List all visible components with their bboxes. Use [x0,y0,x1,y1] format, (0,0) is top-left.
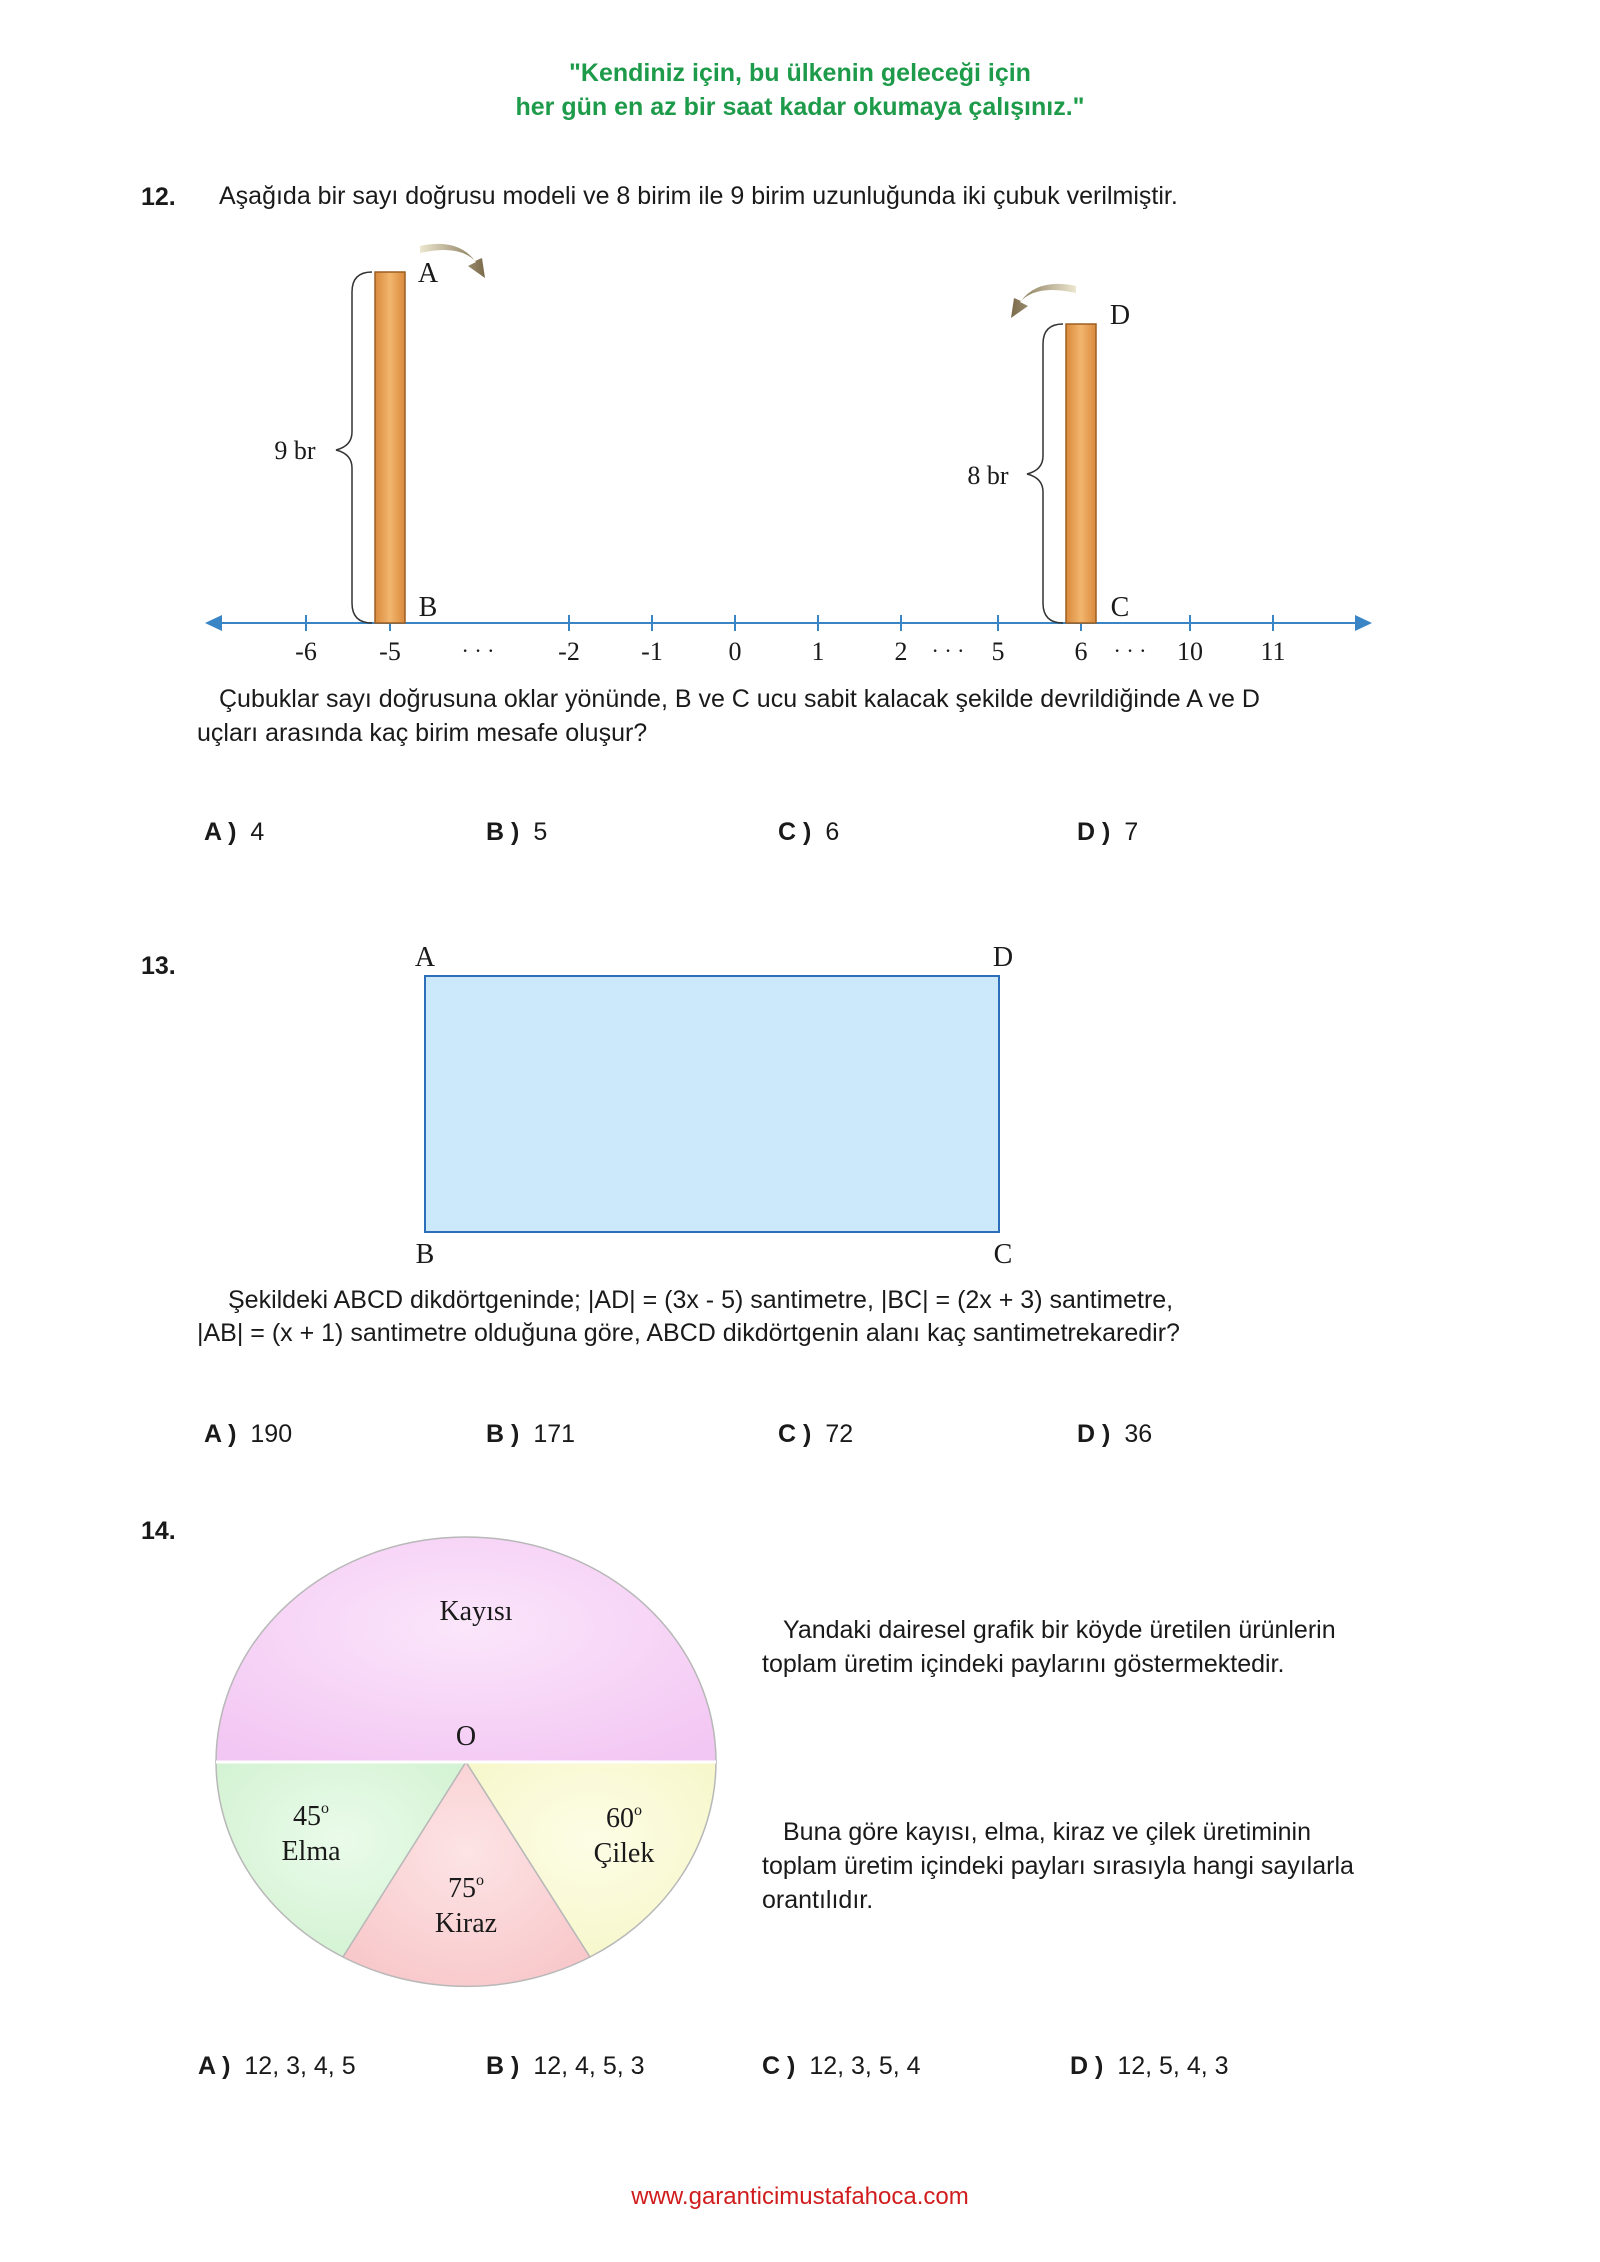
tick-label: 11 [1260,637,1286,666]
tick-ellipsis: · · · [1113,638,1147,663]
option-letter: D ) [1077,1420,1111,1448]
tick-label: 6 [1074,637,1088,666]
point-a-label: A [417,258,439,289]
q12-option-a[interactable] [204,818,264,847]
question-12-text-1: Çubuklar sayı doğrusuna oklar yönünde, B ve C ucu sabit kalacak şekilde devrildiğinde A ve D [219,685,1260,713]
option-letter: B ) [486,2052,520,2080]
option-letter: C ) [762,2052,796,2080]
point-c-label: C [1110,592,1130,623]
rod-8br [1066,324,1096,623]
option-letter: B ) [486,818,520,846]
pie-center-label: O [455,1721,477,1752]
pie-chart-figure [0,1500,800,2020]
rotate-left-arrow-icon [1011,284,1076,318]
quote-line-1: "Kendiniz için, bu ülkenin geleceği için [569,59,1031,87]
option-value: 7 [1124,818,1139,846]
question-14-text2-line1: Buna göre kayısı, elma, kiraz ve çilek üretiminin [783,1818,1311,1846]
question-14-text1-line1: Yandaki dairesel grafik bir köyde üretilen ürünlerin [783,1616,1336,1644]
question-12-intro: Aşağıda bir sayı doğrusu modeli ve 8 birim ile 9 birim uzunluğunda iki çubuk verilmiştir. [219,182,1178,210]
pie-label-elma: Elma [281,1836,341,1867]
q13-option-b[interactable] [486,1420,575,1449]
option-letter: A ) [204,818,237,846]
rod-9br-label: 9 br [274,436,316,465]
tick-label: -1 [641,637,663,666]
brace-left [336,272,372,623]
q14-option-c[interactable] [762,2052,921,2081]
option-value: 12, 4, 5, 3 [533,2052,645,2080]
quote-line-2: her gün en az bir saat kadar okumaya çalışınız." [515,93,1085,121]
number-line-figure [0,0,1600,700]
option-letter: A ) [204,1420,237,1448]
tick-label: 0 [728,637,742,666]
option-value: 4 [250,818,265,846]
rod-8br-label: 8 br [967,461,1009,490]
footer-link[interactable]: www.garanticimustafahoca.com [631,2183,969,2210]
option-value: 190 [250,1420,293,1448]
option-value: 171 [533,1420,576,1448]
pie-angle-kiraz: 75$^o$ [448,1872,484,1904]
tick-label: 10 [1177,637,1203,666]
tick-label: -6 [295,637,317,666]
rect-label-c: C [993,1239,1013,1270]
rectangle-figure [0,930,1600,1280]
rod-9br [375,272,405,623]
tick-ellipsis: · · · [461,638,495,663]
pie-label-kayisi: Kayısı [439,1596,513,1627]
question-13-text-1: Şekildeki ABCD dikdörtgeninde; |AD| = (3x - 5) santimetre, |BC| = (2x + 3) santimetre, [228,1286,1174,1314]
tick-label: 2 [894,637,908,666]
option-letter: B ) [486,1420,520,1448]
question-12-number: 12. [141,183,176,211]
question-13-number: 13. [141,952,176,980]
option-letter: A ) [198,2052,231,2080]
option-value: 12, 3, 5, 4 [809,2052,921,2080]
pie-angle-elma: 45$^o$ [293,1800,329,1832]
tick-label: 5 [991,637,1005,666]
option-letter: D ) [1070,2052,1104,2080]
rect-label-b: B [415,1239,435,1270]
option-letter: D ) [1077,818,1111,846]
q12-option-c[interactable] [778,818,839,847]
option-letter: C ) [778,818,812,846]
brace-right [1027,324,1063,623]
option-value: 5 [533,818,548,846]
tick-ellipsis: · · · [931,638,965,663]
tick-label: -2 [558,637,580,666]
q13-option-c[interactable] [778,1420,853,1449]
q12-option-b[interactable] [486,818,547,847]
q14-option-d[interactable] [1070,2052,1229,2081]
point-d-label: D [1109,300,1131,331]
question-14-text2-line2: toplam üretim içindeki payları sırasıyla hangi sayılarla [762,1852,1354,1880]
question-13-text-2: |AB| = (x + 1) santimetre olduğuna göre, ABCD dikdörtgenin alanı kaç santimetrekaredir? [197,1319,1180,1347]
q13-option-a[interactable] [204,1420,292,1449]
rect-label-d: D [992,942,1014,973]
option-value: 36 [1124,1420,1153,1448]
option-value: 6 [825,818,840,846]
tick-label: 1 [811,637,825,666]
option-letter: C ) [778,1420,812,1448]
q14-option-b[interactable] [486,2052,645,2081]
q13-option-d[interactable] [1077,1420,1152,1449]
q14-option-a[interactable] [198,2052,356,2081]
pie-angle-cilek: 60$^o$ [606,1802,642,1834]
right-arrowhead-icon [1355,615,1372,631]
pie-label-cilek: Çilek [593,1838,655,1869]
q12-option-d[interactable] [1077,818,1138,847]
tick-label: -5 [379,637,401,666]
rectangle-abcd [425,976,999,1232]
question-12-text-2: uçları arasında kaç birim mesafe oluşur? [197,719,648,747]
pie-label-kiraz: Kiraz [434,1908,498,1939]
option-value: 12, 3, 4, 5 [244,2052,356,2080]
question-14-number: 14. [141,1517,176,1545]
option-value: 72 [825,1420,854,1448]
option-value: 12, 5, 4, 3 [1117,2052,1229,2080]
question-14-text2-line3: orantılıdır. [762,1886,874,1914]
question-14-text1-line2: toplam üretim içindeki paylarını göstermektedir. [762,1650,1285,1678]
point-b-label: B [418,592,438,623]
left-arrowhead-icon [205,615,222,631]
rect-label-a: A [414,942,436,973]
